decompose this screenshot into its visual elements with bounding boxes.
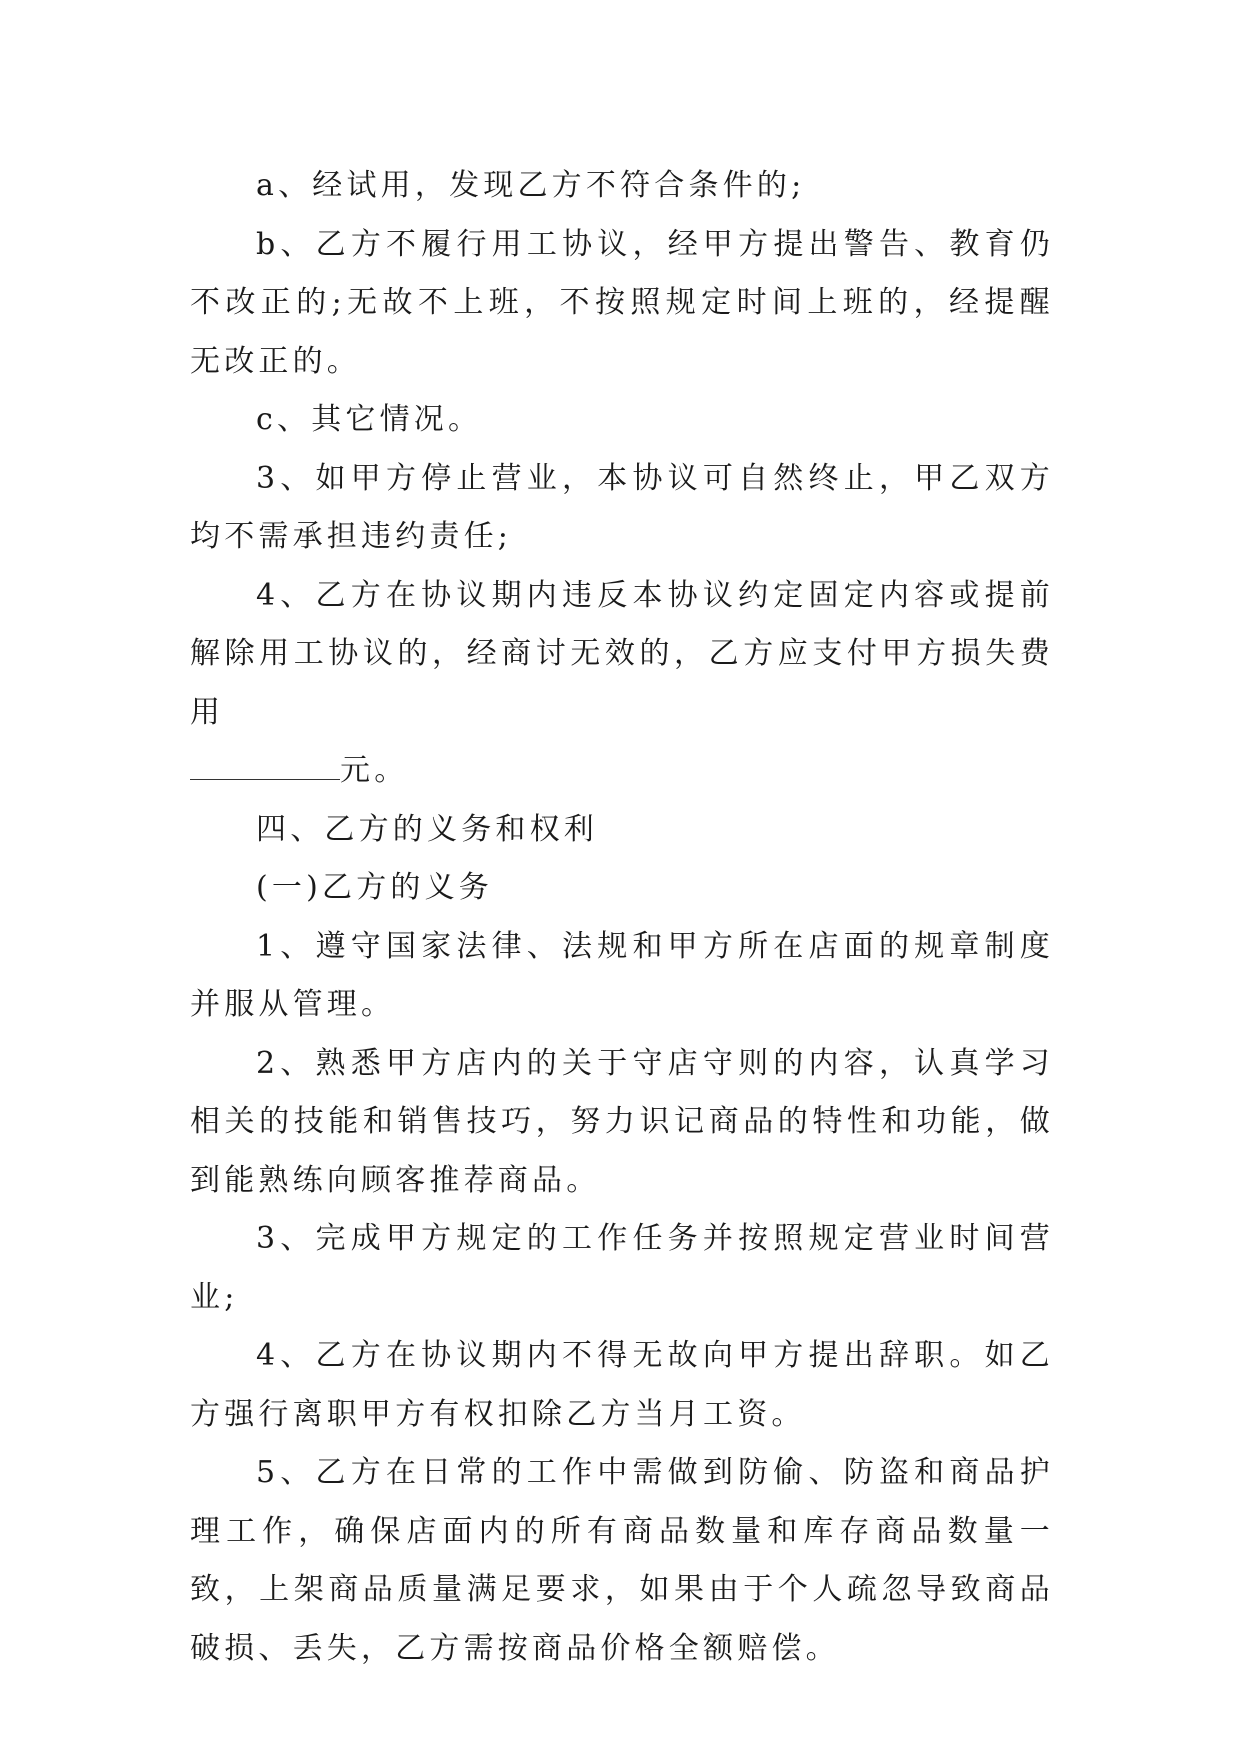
subsection-heading-1: (一)乙方的义务 [256, 870, 494, 905]
paragraph-4: 4、乙方在协议期内违反本协议约定固定内容或提前解除用工协议的，经商讨无效的，乙方应支付甲方损失费用 [190, 577, 1054, 730]
duty-4: 4、乙方在协议期内不得无故向甲方提出辞职。如乙方强行离职甲方有权扣除乙方当月工资。 [190, 1338, 1054, 1432]
duty-2: 2、熟悉甲方店内的关于守店守则的内容，认真学习相关的技能和销售技巧，努力识记商品的特性和功能，做到能熟练向顾客推荐商品。 [190, 1045, 1054, 1198]
duty-3: 3、完成甲方规定的工作任务并按照规定营业时间营业; [190, 1221, 1054, 1315]
duty-5: 5、乙方在日常的工作中需做到防偷、防盗和商品护理工作，确保店面内的所有商品数量和库存商品数量一致，上架商品质量满足要求，如果由于个人疏忽导致商品破损、丢失，乙方需按商品价格全额赔偿。 [190, 1455, 1054, 1666]
section-heading-4: 四、乙方的义务和权利 [256, 811, 598, 847]
amount-unit: 元。 [340, 753, 409, 788]
paragraph-3: 3、如甲方停止营业，本协议可自然终止，甲乙双方均不需承担违约责任; [190, 460, 1054, 554]
paragraph-c: c、其它情况。 [256, 402, 483, 437]
paragraph-b: b、乙方不履行用工协议，经甲方提出警告、教育仍不改正的;无故不上班，不按照规定时间上班的，经提醒无改正的。 [190, 226, 1054, 379]
duty-1: 1、遵守国家法律、法规和甲方所在店面的规章制度并服从管理。 [190, 928, 1054, 1022]
document-body [190, 157, 1054, 1678]
paragraph-4-amount [190, 742, 1054, 801]
paragraph-a: a、经试用，发现乙方不符合条件的; [256, 168, 806, 203]
amount-blank-line [190, 749, 340, 780]
